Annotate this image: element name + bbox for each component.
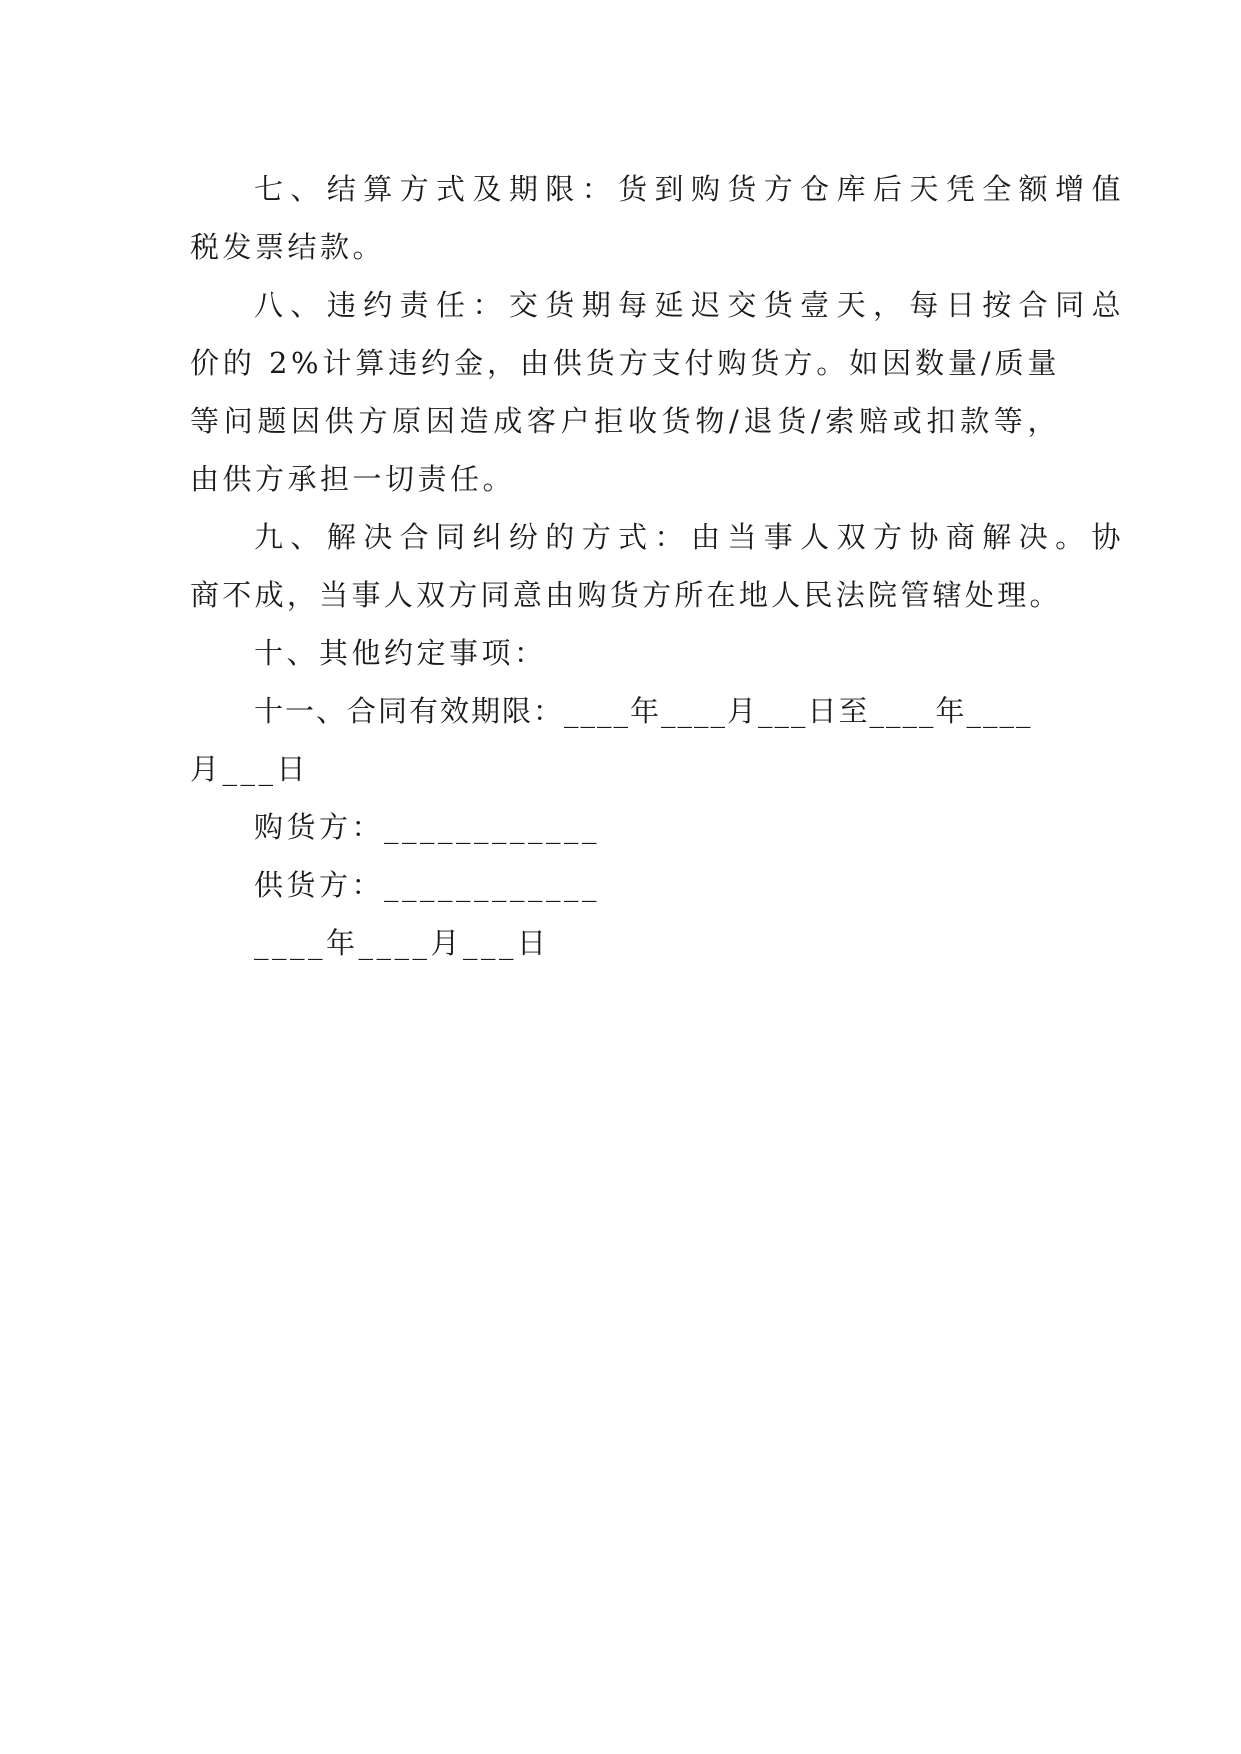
clause-7-line-2: 税发票结款。 <box>190 230 386 264</box>
clause-10-line-1: 十、其他约定事项： <box>254 636 547 670</box>
clause-8-line-1: 八、违约责任：交货期每延迟交货壹天，每日按合同总 <box>254 288 1124 322</box>
clause-11-line-2: 月___日 <box>190 752 310 786</box>
clause-8-line-4: 由供方承担一切责任。 <box>190 462 516 496</box>
clause-11-line-1: 十一、合同有效期限：____年____月___日至____年____ <box>254 694 1033 728</box>
supplier-signature-line: 供货方：____________ <box>254 868 601 902</box>
clause-8-line-2: 价的 2%计算违约金，由供货方支付购货方。如因数量/质量 <box>190 346 1060 380</box>
clause-9-line-2: 商不成，当事人双方同意由购货方所在地人民法院管辖处理。 <box>190 578 1060 612</box>
clause-8-line-3: 等问题因供方原因造成客户拒收货物/退货/索赔或扣款等， <box>190 404 1060 438</box>
clause-9-line-1: 九、解决合同纠纷的方式：由当事人双方协商解决。协 <box>254 520 1124 554</box>
signature-date-line: ____年____月___日 <box>254 926 550 960</box>
clause-7-line-1: 七、结算方式及期限：货到购货方仓库后天凭全额增值 <box>254 172 1124 206</box>
contract-body <box>190 160 1124 972</box>
buyer-signature-line: 购货方：____________ <box>254 810 601 844</box>
